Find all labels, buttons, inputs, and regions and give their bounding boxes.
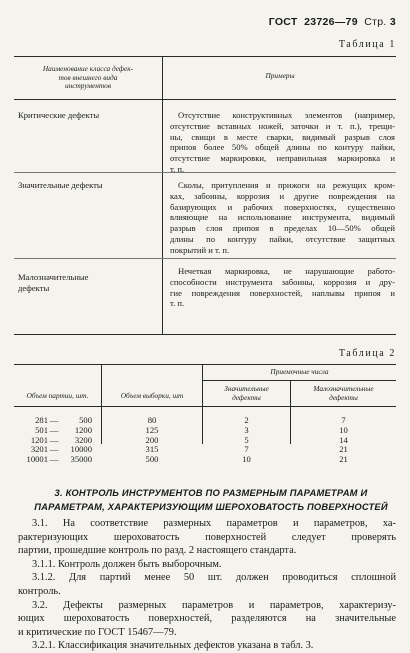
table1-row-name: Значительные дефекты (18, 180, 103, 190)
section-body (18, 517, 396, 653)
table-cell: 501 (35, 424, 48, 435)
table-cell: 14 (339, 434, 348, 445)
standard-label: ГОСТ (268, 16, 298, 28)
table-cell: 7 (341, 415, 346, 425)
section-heading: 3. КОНТРОЛЬ ИНСТРУМЕНТОВ ПО РАЗМЕРНЫМ ПАРАМЕТРАМ И ПАРАМЕТРАМ, ХАРАКТЕРИЗУЮЩИМ ШЕРОХОВАТОСТЬ ПОВЕРХНОСТЕЙ (34, 487, 388, 512)
table-cell: 3200 (74, 434, 92, 445)
table2-col-group: Приемочные числа (270, 367, 329, 376)
table-cell: 1200 (74, 424, 92, 435)
table2-header-rule (14, 406, 396, 407)
significant-column (203, 416, 290, 465)
table-cell: 3 (244, 424, 249, 435)
page-label: Стр. (364, 16, 387, 28)
table1-row-example: Отсутствие конструктивных элементов (например, отсутствие вставных ножей, заточки и т. п.), трещи- ны, свищи в месте сварки, видимый разрыв слоя припоя более 50% общей длины по контуру пайки, отсутствие маркировки, неправильная маркировка и т. п. (170, 110, 395, 174)
lot-dash-column: — — — — — (49, 415, 59, 465)
table2-caption: Таблица 2 (338, 348, 396, 359)
table1-bottom-rule (14, 334, 396, 335)
table-cell: 10 (242, 454, 251, 465)
page-number: 3 (389, 16, 396, 28)
table1-row-name: Малозначительные дефекты (18, 272, 89, 293)
table-cell: 21 (339, 454, 348, 465)
paragraph-3-1-2: 3.1.2. Для партий менее 50 шт. должен проводиться сплошной контроль. (18, 572, 396, 597)
table2-col-lot: Объем партии, шт. (26, 391, 89, 400)
table1-column-rule (162, 56, 163, 334)
table-cell: 200 (145, 434, 159, 445)
table-cell: 5 (244, 434, 249, 445)
lot-to-column (60, 416, 92, 465)
sample-column (102, 416, 202, 465)
table2-subheader-rule (202, 380, 396, 381)
table1-caption: Таблица 1 (338, 39, 396, 50)
table-cell: 35000 (70, 454, 92, 465)
table2-col-minor: Малозначительные дефекты (313, 384, 374, 402)
table-cell: 3201 (30, 444, 48, 455)
table-cell: 315 (145, 444, 159, 455)
table-cell: 80 (147, 415, 157, 425)
table-cell: 10001 (26, 454, 48, 465)
table1-row-example: Сколы, притупления и прижоги на режущих кром- ках, забоины, коррозия и другие повреждения на базирующих и рабочих поверхностях, существенно влияющие на использование инструмента, видимый разрыв слоя припоя в пределах 10—50% общей длины по контуру пайки, отсутствие защитных покрытий и т. п. (170, 180, 395, 255)
table1-top-rule (14, 56, 396, 57)
minor-column (291, 416, 396, 465)
table-cell: 281 (35, 415, 48, 425)
table2-col-significant: Значительные дефекты (224, 384, 269, 402)
table1-row-example: Нечеткая маркировка, не нарушающие работо- способности инструмента забоины, коррозия и дру- гие повреждения поверхностей, наплывы припоя и т. п. (170, 266, 395, 309)
paragraph-3-2-1: 3.2.1. Классификация значительных дефектов указана в табл. 3. (32, 640, 314, 652)
page-header (269, 16, 396, 28)
table-cell: 7 (244, 444, 249, 455)
table1-col2-header: Примеры (265, 71, 295, 80)
table1-row-rule (14, 258, 396, 259)
lot-from-column (18, 416, 48, 465)
table-cell: 2 (244, 415, 249, 425)
table1-row-name: Критические дефекты (18, 110, 100, 120)
paragraph-3-1-1: 3.1.1. Контроль должен быть выборочным. (32, 558, 222, 570)
table-cell: 10 (339, 424, 348, 435)
paragraph-3-2: 3.2. Дефекты размерных параметров и параметров, характеризу- ющих шероховатость поверхностей, разделяются на значительные и критические по ГОСТ 15467—79. (18, 599, 396, 638)
table2-col-sample: Объем выборки, шт (120, 391, 184, 400)
table-cell: 10000 (70, 444, 92, 455)
table-cell: 500 (79, 415, 92, 425)
table1-col1-header: Наименование класса дефек- тов внешнего вида инструментов (42, 64, 134, 91)
paragraph-3-1: 3.1. На соответствие размерных параметров и параметров, ха- рактеризующих шероховатость поверхностей следует проверять партии, прошедшие контроль по разд. 2 настоящего стандарта. (18, 518, 396, 557)
table1-header-rule (14, 99, 396, 100)
standard-number: 23726—79 (304, 16, 358, 28)
table-cell: 125 (145, 424, 159, 435)
table-cell: 21 (339, 444, 348, 455)
table2-top-rule (14, 364, 396, 365)
table-cell: 500 (145, 454, 159, 465)
table-cell: 1201 (30, 434, 48, 445)
